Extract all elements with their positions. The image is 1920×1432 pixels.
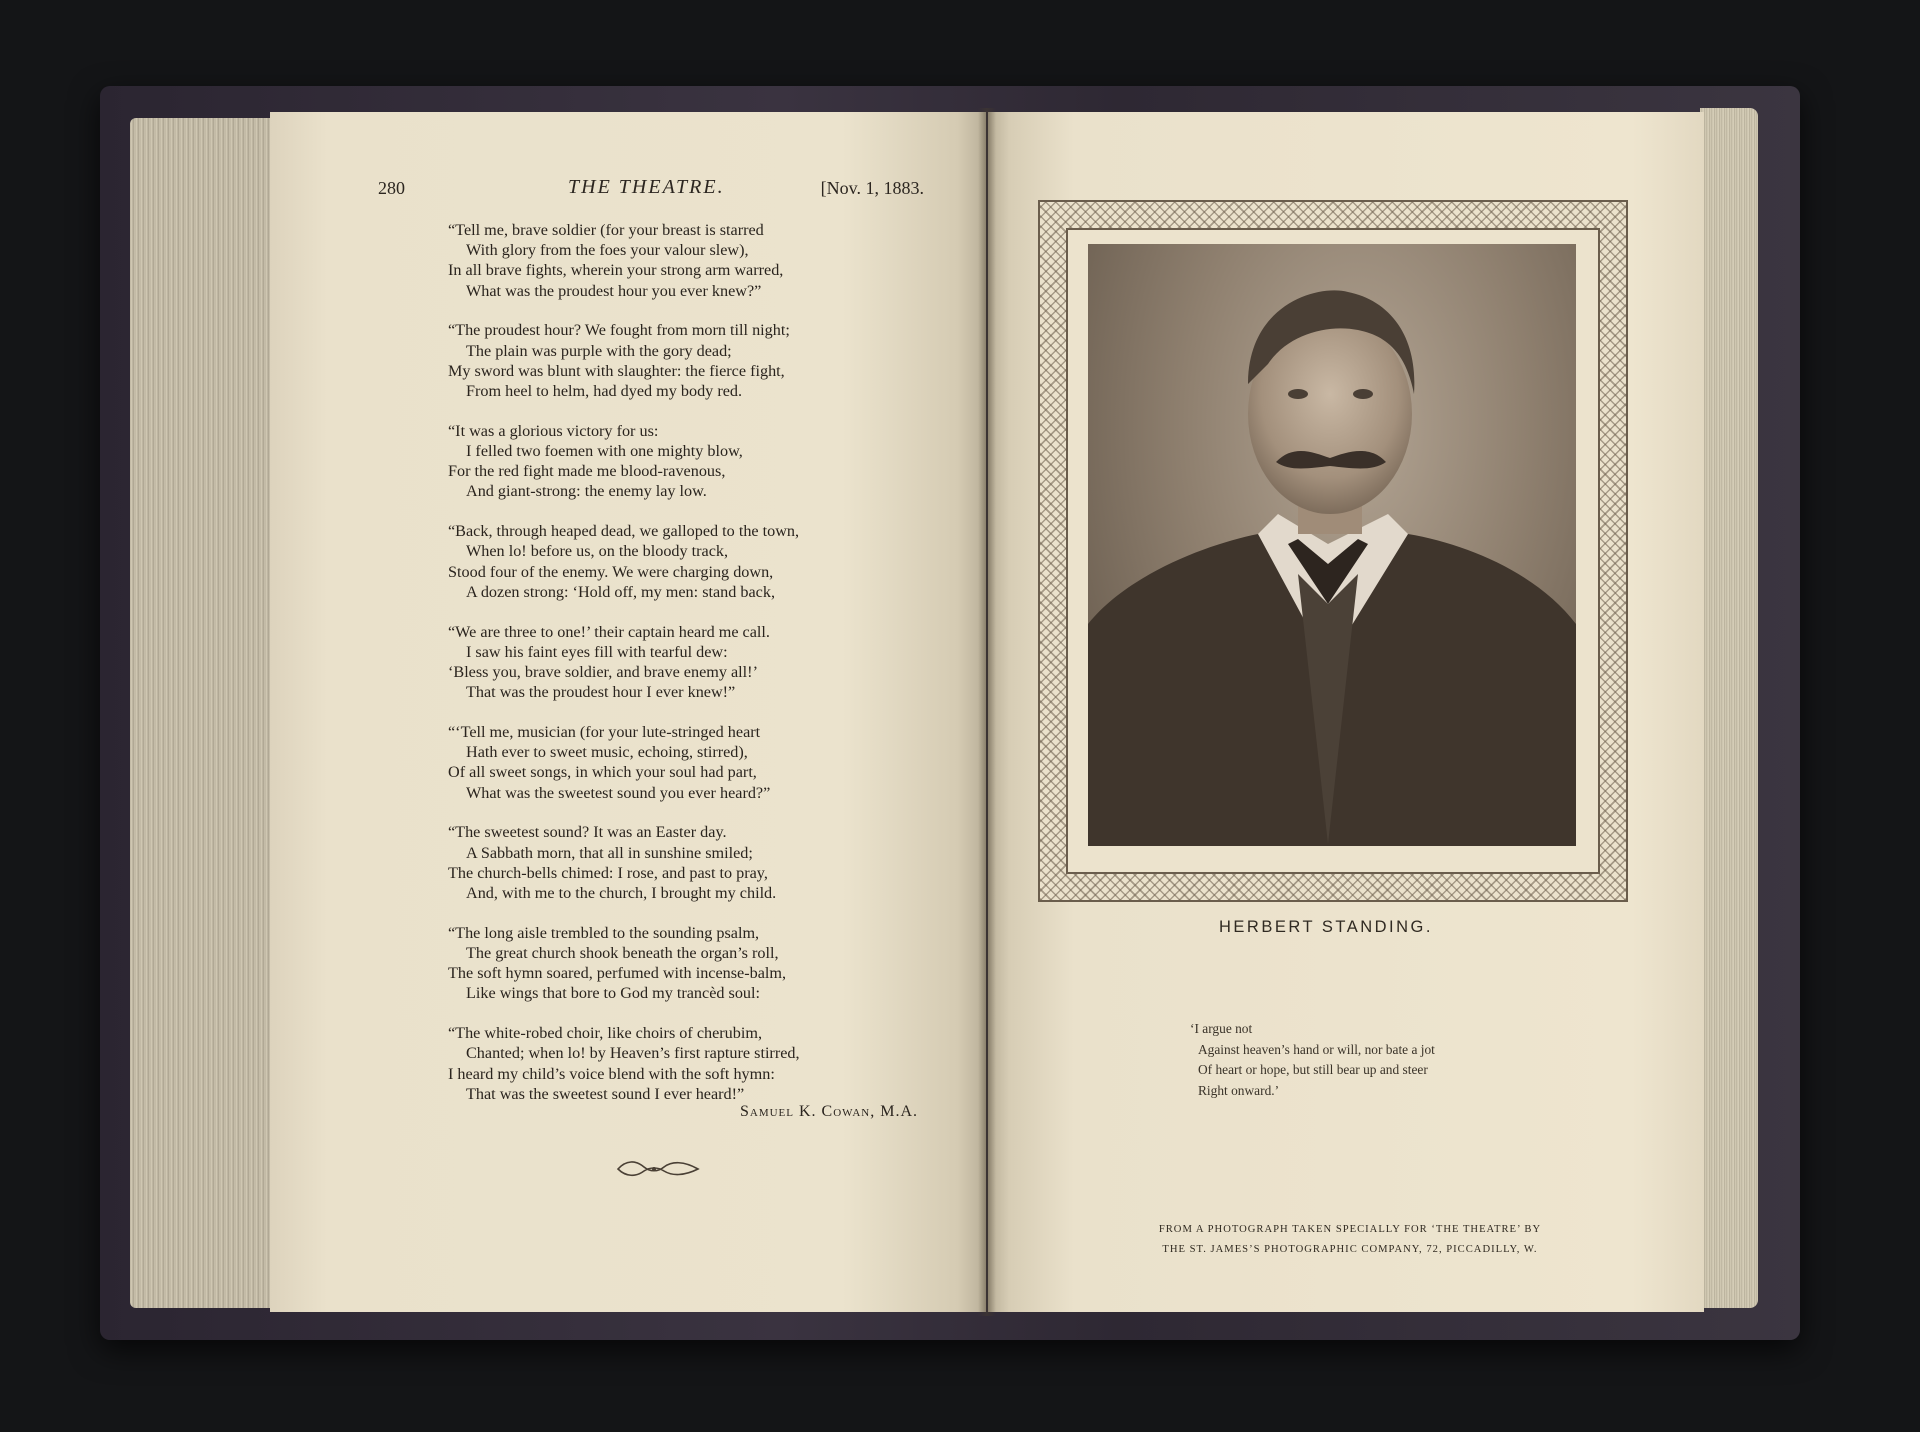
portrait-caption: HERBERT STANDING. <box>1219 918 1433 936</box>
running-head <box>378 178 924 206</box>
quote-line: Of heart or hope, but still bear up and steer <box>1198 1062 1428 1077</box>
poem-line: “The long aisle trembled to the sounding psalm, <box>448 923 760 942</box>
poem-line: “The sweetest sound? It was an Easter day. <box>448 823 727 842</box>
poem-line: “We are three to one!’ their captain heard me call. <box>448 622 770 641</box>
poem-signature: Samuel K. Cowan, M.A. <box>739 1103 918 1120</box>
poem-line: “Tell me, brave soldier (for your breast is starred <box>448 221 764 239</box>
ornament-icon <box>614 1158 702 1180</box>
poem-line: “‘Tell me, musician (for your lute-stringed heart <box>448 723 761 742</box>
poem-line: From heel to helm, had dyed my body red. <box>466 382 743 401</box>
poem-stanza <box>448 822 928 903</box>
portrait-figure-icon <box>1088 244 1576 846</box>
poem-line: For the red fight made me blood-ravenous, <box>448 462 726 481</box>
poem-line: I heard my child’s voice blend with the soft hymn: <box>448 1064 775 1083</box>
poem-line: A Sabbath morn, that all in sunshine smiled; <box>466 843 753 862</box>
poem-line: What was the proudest hour you ever knew?” <box>466 281 762 300</box>
poem-line: When lo! before us, on the bloody track, <box>466 542 729 561</box>
poem-line: The soft hymn soared, perfumed with incense-balm, <box>448 964 787 983</box>
poem-line: The church-bells chimed: I rose, and past to pray, <box>448 863 768 882</box>
poem-stanza <box>448 320 928 401</box>
poem-line: Stood four of the enemy. We were charging down, <box>448 562 774 581</box>
poem-stanza <box>448 421 928 502</box>
poem-line: In all brave fights, wherein your strong arm warred, <box>448 261 784 280</box>
poem-line: “The proudest hour? We fought from morn till night; <box>448 321 790 340</box>
poem-stanza <box>448 722 928 803</box>
poem-line: With glory from the foes your valour slew), <box>466 241 749 260</box>
poem-line: Of all sweet songs, in which your soul had part, <box>448 763 757 782</box>
quote-line: ‘I argue not <box>1190 1021 1253 1036</box>
issue-date: [Nov. 1, 1883. <box>820 178 924 198</box>
poem-line: Hath ever to sweet music, echoing, stirred), <box>466 743 748 762</box>
journal-title: THE THEATRE. <box>568 176 725 198</box>
poem-line: Like wings that bore to God my trancèd soul: <box>466 984 761 1003</box>
poem-line: The plain was purple with the gory dead; <box>466 341 732 360</box>
credit-line: THE ST. JAMES’S PHOTOGRAPHIC COMPANY, 72, PICCADILLY, W. <box>1162 1244 1538 1255</box>
poem-stanza <box>448 521 928 602</box>
quote-line: Against heaven’s hand or will, nor bate a jot <box>1198 1041 1435 1057</box>
poem-line: “It was a glorious victory for us: <box>448 421 659 440</box>
poem-line: Chanted; when lo! by Heaven’s first rapture stirred, <box>466 1044 800 1063</box>
poem-line: My sword was blunt with slaughter: the fierce fight, <box>448 361 785 380</box>
poem-line: And, with me to the church, I brought my child. <box>466 884 777 903</box>
poem-stanza <box>448 923 928 1004</box>
photo-credit <box>1060 1220 1640 1260</box>
poem-line: A dozen strong: ‘Hold off, my men: stand back, <box>466 582 776 601</box>
credit-line: FROM A PHOTOGRAPH TAKEN SPECIALLY FOR ‘THE THEATRE’ BY <box>1158 1224 1542 1235</box>
poem-line: The great church shook beneath the organ’s roll, <box>466 944 779 963</box>
poem-line: ‘Bless you, brave soldier, and brave enemy all!’ <box>448 663 758 682</box>
page-number: 280 <box>378 178 405 198</box>
page-edges-left <box>130 118 270 1308</box>
portrait-photograph <box>1088 244 1576 846</box>
poem-line: I felled two foemen with one mighty blow, <box>466 442 743 461</box>
poem-line: That was the proudest hour I ever knew!” <box>466 683 736 702</box>
poem-line: That was the sweetest sound I ever heard!” <box>466 1084 745 1103</box>
poem-stanza <box>448 220 928 301</box>
book-gutter <box>978 108 996 1316</box>
epigraph-quote <box>1190 1019 1490 1101</box>
poem-stanza <box>448 1023 928 1104</box>
quote-line: Right onward.’ <box>1198 1082 1280 1098</box>
poem-stanza <box>448 622 928 703</box>
poem-line: I saw his faint eyes fill with tearful dew: <box>466 642 728 661</box>
poem-line: And giant-strong: the enemy lay low. <box>466 482 707 501</box>
poem <box>448 220 928 1124</box>
poem-line: “Back, through heaped dead, we galloped to the town, <box>448 522 800 541</box>
poem-line: What was the sweetest sound you ever heard?” <box>466 783 771 802</box>
page-edges-right <box>1700 108 1758 1308</box>
poem-line: “The white-robed choir, like choirs of cherubim, <box>448 1024 762 1043</box>
